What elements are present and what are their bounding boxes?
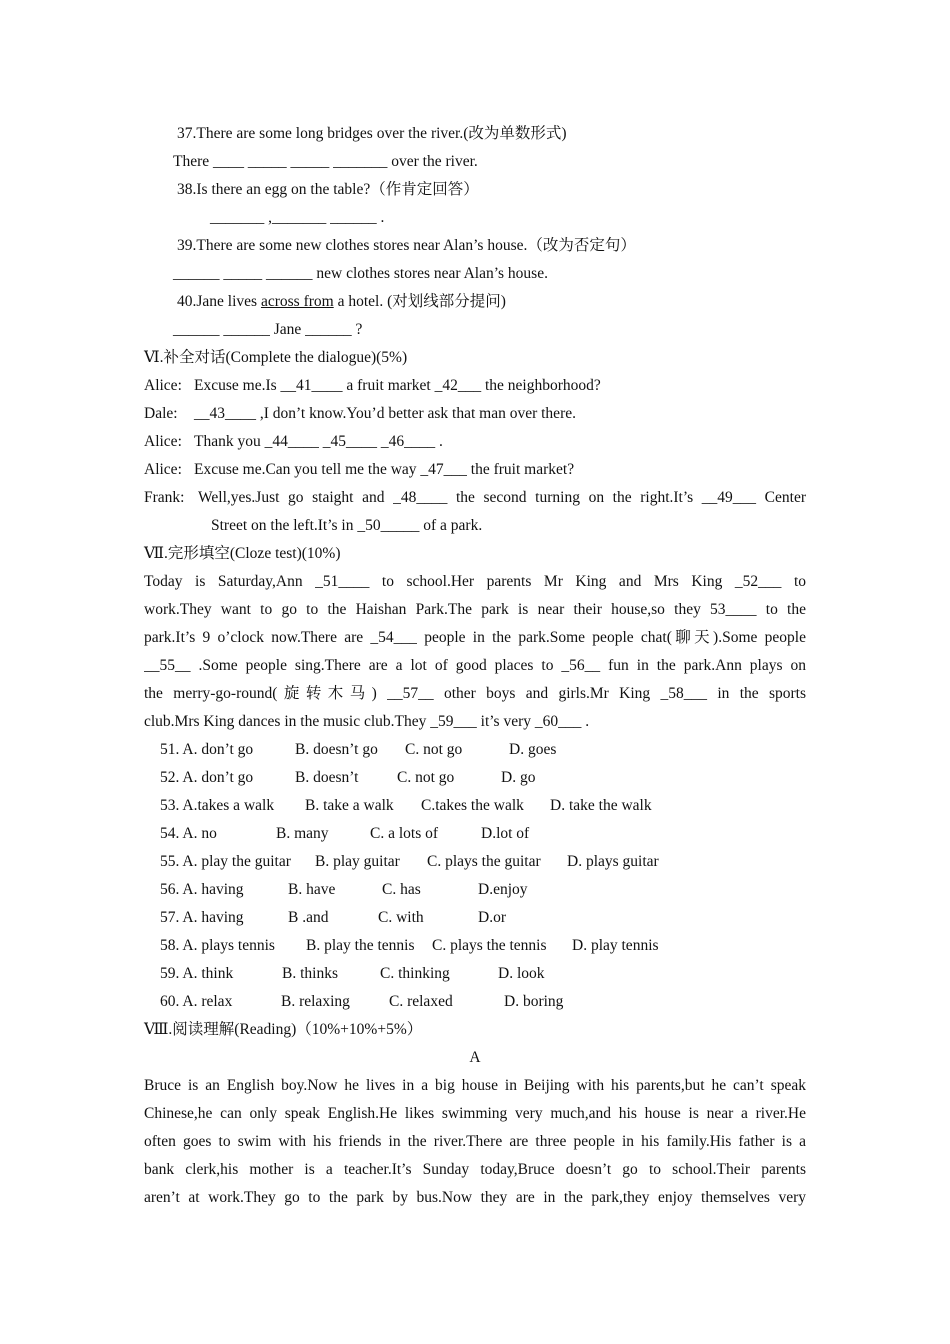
option-d: D.enjoy — [478, 881, 528, 898]
option-c: C. thinking — [380, 965, 450, 982]
question-37-answer-line: There ____ _____ _____ _______ over the river. — [173, 153, 478, 170]
reading-passage-line: aren’t at work.They go to the park by bus.Now they are in the park,they enjoy themselves very — [144, 1189, 806, 1206]
option-a: 58. A. plays tennis — [160, 937, 275, 954]
question-38-answer-line: _______ ,_______ ______ . — [210, 209, 385, 226]
dialogue-speaker: Alice: — [144, 461, 182, 478]
cloze-passage-line: club.Mrs King dances in the music club.They _59___ it’s very _60___ . — [144, 713, 590, 730]
section-viii-heading: Ⅷ.阅读理解(Reading)（10%+10%+5%） — [144, 1021, 423, 1038]
option-row-59 — [144, 960, 806, 988]
option-a: 60. A. relax — [160, 993, 233, 1010]
dialogue-continuation: Street on the left.It’s in _50_____ of a park. — [211, 517, 483, 534]
option-row-57 — [144, 904, 806, 932]
option-a: 56. A. having — [160, 881, 244, 898]
reading-passage-line: often goes to swim with his friends in the river.There are three people in his family.His father is a — [144, 1133, 806, 1150]
question-40-underlined-phrase: across from — [260, 293, 334, 310]
dialogue-speaker: Frank: — [144, 489, 185, 506]
cloze-passage-line: __55__ .Some people sing.There are a lot of good places to _56__ fun in the park.Ann plays on — [144, 657, 806, 674]
option-a: 57. A. having — [160, 909, 244, 926]
option-d: D. go — [501, 769, 536, 786]
option-row-60 — [144, 988, 806, 1016]
option-b: B .and — [288, 909, 329, 926]
reading-passage-line: Bruce is an English boy.Now he lives in a big house in Beijing with his parents,but he can’t speak — [144, 1077, 806, 1094]
option-row-51 — [144, 736, 806, 764]
option-b: B. play the tennis — [306, 937, 415, 954]
worksheet-page — [144, 120, 806, 1212]
option-d: D. take the walk — [550, 797, 652, 814]
cloze-passage-line: park.It’s 9 o’clock now.There are _54___ people in the park.Some people chat(聊天).Some people — [144, 629, 806, 646]
option-b: B. doesn’t go — [295, 741, 378, 758]
dialogue-text: Excuse me.Is __41____ a fruit market _42___ the neighborhood? — [194, 377, 601, 394]
option-c: C. has — [382, 881, 421, 898]
dialogue-line — [144, 372, 806, 400]
option-row-58 — [144, 932, 806, 960]
dialogue-speaker: Dale: — [144, 405, 178, 422]
option-c: C. not go — [397, 769, 455, 786]
option-d: D. look — [498, 965, 545, 982]
option-d: D.or — [478, 909, 506, 926]
option-d: D. boring — [504, 993, 564, 1010]
section-vii-heading: Ⅶ.完形填空(Cloze test)(10%) — [144, 545, 341, 562]
option-b: B. many — [276, 825, 329, 842]
dialogue-text: Thank you _44____ _45____ _46____ . — [194, 433, 443, 450]
dialogue-line — [144, 400, 806, 428]
dialogue-line — [144, 456, 806, 484]
option-a: 52. A. don’t go — [160, 769, 254, 786]
option-d: D. play tennis — [572, 937, 659, 954]
question-39-prompt: 39.There are some new clothes stores near Alan’s house.（改为否定句） — [177, 237, 636, 254]
option-row-53 — [144, 792, 806, 820]
reading-passage-line: Chinese,he can only speak English.He likes swimming very much,and his house is near a river.He — [144, 1105, 806, 1122]
option-b: B. relaxing — [281, 993, 350, 1010]
option-row-55 — [144, 848, 806, 876]
option-a: 51. A. don’t go — [160, 741, 254, 758]
option-b: B. thinks — [282, 965, 338, 982]
question-40-prompt-end: a hotel. (对划线部分提问) — [333, 293, 506, 310]
option-a: 59. A. think — [160, 965, 234, 982]
cloze-passage-line: Today is Saturday,Ann _51____ to school.Her parents Mr King and Mrs King _52___ to — [144, 573, 806, 590]
question-40-prompt-start: 40.Jane lives — [177, 293, 261, 310]
passage-a-title: A — [469, 1049, 481, 1066]
option-b: B. take a walk — [305, 797, 394, 814]
dialogue-text: Well,yes.Just go staight and _48____ the second turning on the right.It’s __49___ Center — [198, 489, 806, 506]
option-d: D. goes — [509, 741, 557, 758]
option-a: 53. A.takes a walk — [160, 797, 275, 814]
question-40-prompt — [144, 288, 806, 316]
option-a: 55. A. play the guitar — [160, 853, 291, 870]
option-c: C. relaxed — [389, 993, 453, 1010]
section-vi-heading: Ⅵ.补全对话(Complete the dialogue)(5%) — [144, 349, 408, 366]
dialogue-text: Excuse me.Can you tell me the way _47___ the fruit market? — [194, 461, 575, 478]
question-38-prompt: 38.Is there an egg on the table?（作肯定回答） — [177, 181, 479, 198]
option-d: D. plays guitar — [567, 853, 659, 870]
option-row-52 — [144, 764, 806, 792]
reading-passage-line: bank clerk,his mother is a teacher.It’s Sunday today,Bruce doesn’t go to school.Their parents — [144, 1161, 806, 1178]
dialogue-speaker: Alice: — [144, 433, 182, 450]
option-b: B. doesn’t — [295, 769, 359, 786]
option-c: C. a lots of — [370, 825, 439, 842]
option-d: D.lot of — [481, 825, 530, 842]
dialogue-speaker: Alice: — [144, 377, 182, 394]
option-b: B. play guitar — [315, 853, 400, 870]
dialogue-text: __43____ ,I don’t know.You’d better ask that man over there. — [194, 405, 576, 422]
question-40-answer-line: ______ ______ Jane ______ ? — [173, 321, 363, 338]
option-b: B. have — [288, 881, 336, 898]
option-row-54 — [144, 820, 806, 848]
option-c: C. plays the tennis — [432, 937, 547, 954]
option-c: C. with — [378, 909, 424, 926]
question-39-answer-line: ______ _____ ______ new clothes stores near Alan’s house. — [173, 265, 548, 282]
cloze-passage-line: the merry-go-round(旋转木马) __57__ other boys and girls.Mr King _58___ in the sports — [144, 685, 806, 702]
option-c: C. not go — [405, 741, 463, 758]
cloze-passage-line: work.They want to go to the Haishan Park.The park is near their house,so they 53____ to the — [144, 601, 806, 618]
dialogue-line — [144, 428, 806, 456]
question-37-prompt: 37.There are some long bridges over the river.(改为单数形式) — [177, 125, 567, 142]
option-a: 54. A. no — [160, 825, 217, 842]
option-c: C. plays the guitar — [427, 853, 541, 870]
option-c: C.takes the walk — [421, 797, 524, 814]
dialogue-line — [144, 484, 806, 512]
option-row-56 — [144, 876, 806, 904]
